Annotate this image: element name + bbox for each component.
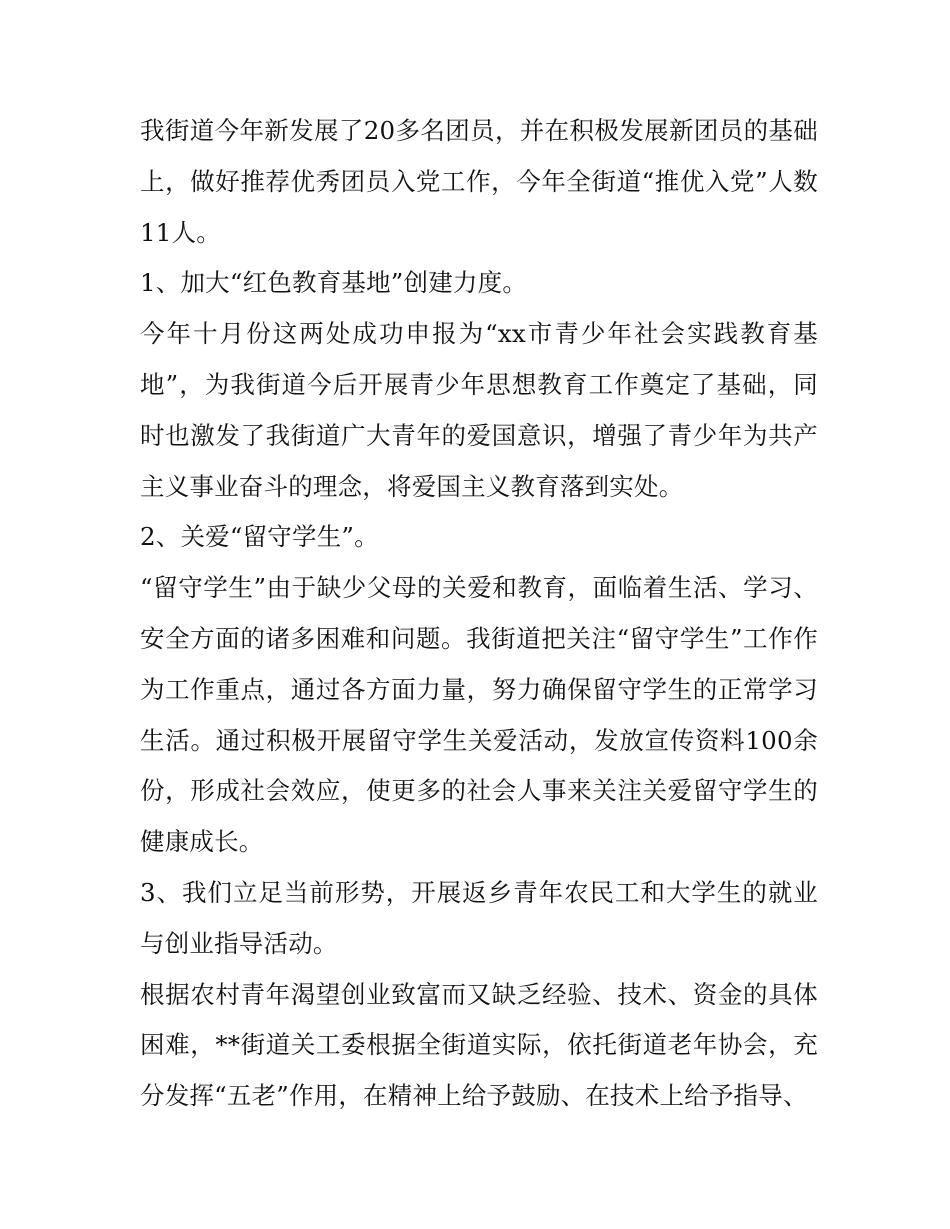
heading-employment-guidance: 3、我们立足当前形势，开展返乡青年农民工和大学生的就业与创业指导活动。 <box>140 877 818 958</box>
paragraph-youth-members: 我街道今年新发展了20多名团员，并在积极发展新团员的基础上，做好推荐优秀团员入党工作，今年全街道“推优入党”人数11人。 <box>140 116 818 247</box>
paragraph-employment-guidance: 根据农村青年渴望创业致富而又缺乏经验、技术、资金的具体困难，**街道关工委根据全街道实际，依托街道老年协会，充分发挥“五老”作用，在精神上给予鼓励、在技术上给予指导、 <box>140 979 818 1111</box>
paragraph-education-base: 今年十月份这两处成功申报为“xx市青少年社会实践教育基地”，为我街道今后开展青少年思想教育工作奠定了基础，同时也激发了我街道广大青年的爱国意识，增强了青少年为共产主义事业奋斗的理念，将爱国主义教育落到实处。 <box>140 319 818 501</box>
document-body <box>140 106 818 1122</box>
heading-red-education-base: 1、加大“红色教育基地”创建力度。 <box>140 268 528 298</box>
heading-left-behind-students: 2、关爱“留守学生”。 <box>140 522 379 552</box>
paragraph-left-behind-students: “留守学生”由于缺少父母的关爱和教育，面临着生活、学习、安全方面的诸多困难和问题。我街道把关注“留守学生”工作作为工作重点，通过各方面力量，努力确保留守学生的正常学习生活。通过积极开展留守学生关爱活动，发放宣传资料100余份，形成社会效应，使更多的社会人事来关注关爱留守学生的健康成长。 <box>140 573 818 857</box>
